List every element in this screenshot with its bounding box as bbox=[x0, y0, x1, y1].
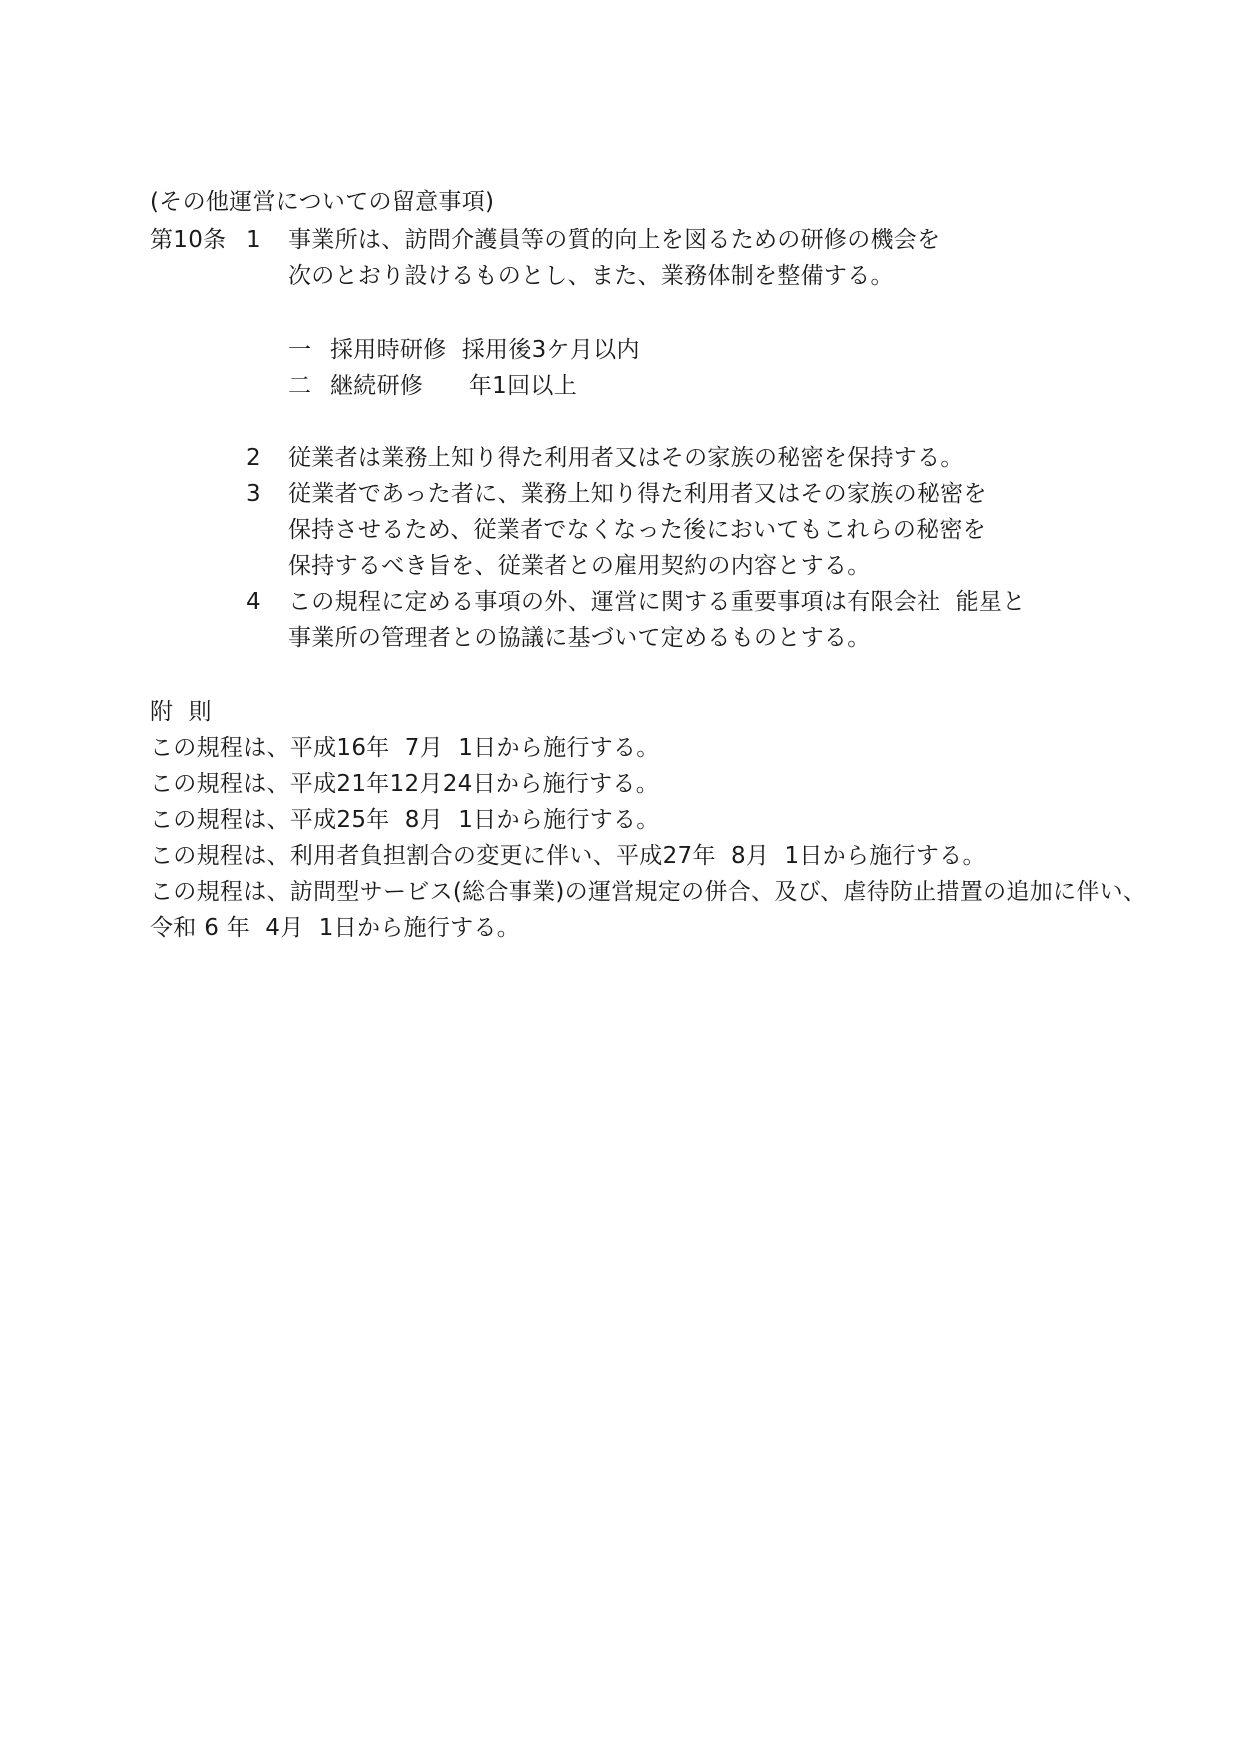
subitem-1-text: 採用時研修 採用後3ケ月以内 bbox=[330, 337, 640, 363]
item-number-2: 2 bbox=[246, 445, 261, 471]
item-3-line-1: 従業者であった者に、業務上知り得た利用者又はその家族の秘密を bbox=[288, 481, 987, 507]
supplementary-line-2: この規程は、平成21年12月24日から施行する。 bbox=[150, 771, 659, 797]
supplementary-line-1: この規程は、平成16年 7月 1日から施行する。 bbox=[150, 735, 660, 761]
article-label: 第10条 bbox=[150, 227, 227, 253]
subitem-2-text: 継続研修 年1回以上 bbox=[330, 373, 577, 399]
item-4-line-1: この規程に定める事項の外、運営に関する重要事項は有限会社 能星と bbox=[288, 589, 1026, 615]
subitem-1-marker: 一 bbox=[288, 337, 312, 363]
subitem-2-marker: 二 bbox=[288, 373, 312, 399]
supplementary-line-4: この規程は、利用者負担割合の変更に伴い、平成27年 8月 1日から施行する。 bbox=[150, 843, 986, 869]
item-3-line-2: 保持させるため、従業者でなくなった後においてもこれらの秘密を bbox=[288, 517, 987, 543]
item-number-4: 4 bbox=[246, 589, 261, 615]
item-1-line-2: 次のとおり設けるものとし、また、業務体制を整備する。 bbox=[288, 263, 894, 289]
item-1-line-1: 事業所は、訪問介護員等の質的向上を図るための研修の機会を bbox=[288, 227, 941, 253]
item-4-line-2: 事業所の管理者との協議に基づいて定めるものとする。 bbox=[288, 625, 871, 651]
supplementary-heading: 附 則 bbox=[150, 699, 212, 725]
item-number-1: 1 bbox=[246, 227, 261, 253]
supplementary-line-6: 令和 6 年 4月 1日から施行する。 bbox=[150, 915, 521, 941]
item-2-line-1: 従業者は業務上知り得た利用者又はその家族の秘密を保持する。 bbox=[288, 445, 964, 471]
item-3-line-3: 保持するべき旨を、従業者との雇用契約の内容とする。 bbox=[288, 553, 871, 579]
supplementary-line-5: この規程は、訪問型サービス(総合事業)の運営規定の併合、及び、虐待防止措置の追加に伴い、 bbox=[150, 879, 1147, 905]
item-number-3: 3 bbox=[246, 481, 261, 507]
supplementary-line-3: この規程は、平成25年 8月 1日から施行する。 bbox=[150, 807, 660, 833]
section-heading: (その他運営についての留意事項) bbox=[150, 189, 495, 215]
